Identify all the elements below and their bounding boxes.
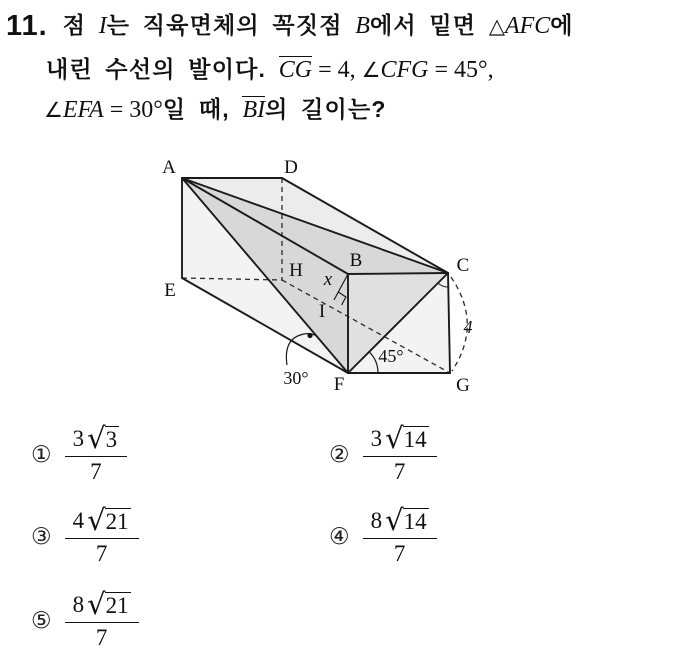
choice-2-marker: ② [329, 442, 350, 468]
triangle-symbol: △ [488, 14, 505, 38]
denominator: 7 [95, 541, 108, 566]
radicand: 14 [403, 427, 427, 452]
text-kr: 의 길이는? [265, 96, 387, 122]
angle-symbol: ∠ [361, 58, 381, 82]
radicand: 21 [105, 593, 129, 618]
angle-arrow-30-head [307, 333, 312, 338]
text-kr: 는 직육면체의 꼭짓점 [106, 12, 356, 38]
denominator: 7 [90, 459, 102, 484]
radicand: 3 [105, 427, 118, 452]
choice-5-fraction [65, 587, 139, 650]
label-point-I: I [318, 301, 326, 322]
radicand: 14 [403, 509, 427, 534]
text-kr: 점 [62, 12, 99, 38]
label-vertex-A: A [162, 157, 176, 178]
label-vertex-C: C [456, 255, 470, 276]
coefficient: 4 [72, 508, 85, 533]
choice-1-fraction [65, 421, 127, 484]
choice-3-fraction [65, 503, 139, 566]
numerator [65, 421, 127, 457]
label-x: x [323, 269, 333, 290]
radicand: 21 [105, 509, 129, 534]
denominator: 7 [95, 625, 108, 650]
radical-sign: √ [385, 421, 404, 455]
coefficient: 3 [370, 426, 383, 451]
choice-4-fraction [363, 503, 437, 566]
coefficient: 3 [72, 426, 85, 451]
radical-sign: √ [87, 503, 106, 537]
label-angle-30: 30° [283, 368, 309, 388]
math-equals-45: = 45°, [428, 57, 494, 83]
label-vertex-F: F [333, 374, 345, 395]
choice-4 [329, 503, 437, 566]
choice-2 [329, 421, 437, 484]
label-vertex-B: B [349, 250, 363, 271]
math-point-B: B [355, 13, 370, 39]
math-EFA: EFA [62, 97, 104, 123]
math-equals-4: = 4, [312, 57, 362, 83]
math-point-I: I [98, 13, 107, 39]
text-kr: 에서 밑면 [369, 12, 489, 38]
numerator [363, 503, 437, 539]
label-vertex-H: H [289, 260, 303, 281]
math-segment-CG: CG [278, 57, 313, 83]
label-vertex-E: E [164, 280, 176, 301]
choice-5 [31, 587, 139, 650]
choice-3-marker: ③ [31, 524, 52, 550]
label-dim-4: 4 [463, 317, 473, 337]
math-CFG: CFG [380, 57, 429, 83]
math-segment-BI: BI [242, 97, 266, 123]
numerator [65, 503, 139, 539]
question-number: 11. [6, 10, 48, 42]
label-vertex-D: D [284, 157, 298, 178]
label-angle-45: 45° [378, 346, 404, 366]
numerator [65, 587, 139, 623]
coefficient: 8 [370, 508, 383, 533]
choice-5-marker: ⑤ [31, 608, 52, 634]
text-kr: 일 때, [162, 96, 243, 122]
denominator: 7 [393, 459, 406, 484]
coefficient: 8 [72, 592, 85, 617]
choice-1 [31, 421, 127, 484]
choice-1-marker: ① [31, 442, 52, 468]
choice-4-marker: ④ [329, 524, 350, 550]
label-vertex-G: G [456, 375, 470, 396]
denominator: 7 [393, 541, 406, 566]
numerator [363, 421, 437, 457]
text-kr: 내린 수선의 발이다. [46, 56, 279, 82]
math-AFC: AFC [504, 13, 551, 39]
text-kr: 에 [550, 12, 574, 38]
choice-2-fraction [363, 421, 437, 484]
radical-sign: √ [87, 421, 106, 455]
choice-3 [31, 503, 139, 566]
math-equals-30: = 30° [103, 97, 163, 123]
radical-sign: √ [87, 587, 106, 621]
angle-symbol: ∠ [44, 98, 63, 122]
radical-sign: √ [385, 503, 404, 537]
edge-BC [348, 273, 448, 274]
